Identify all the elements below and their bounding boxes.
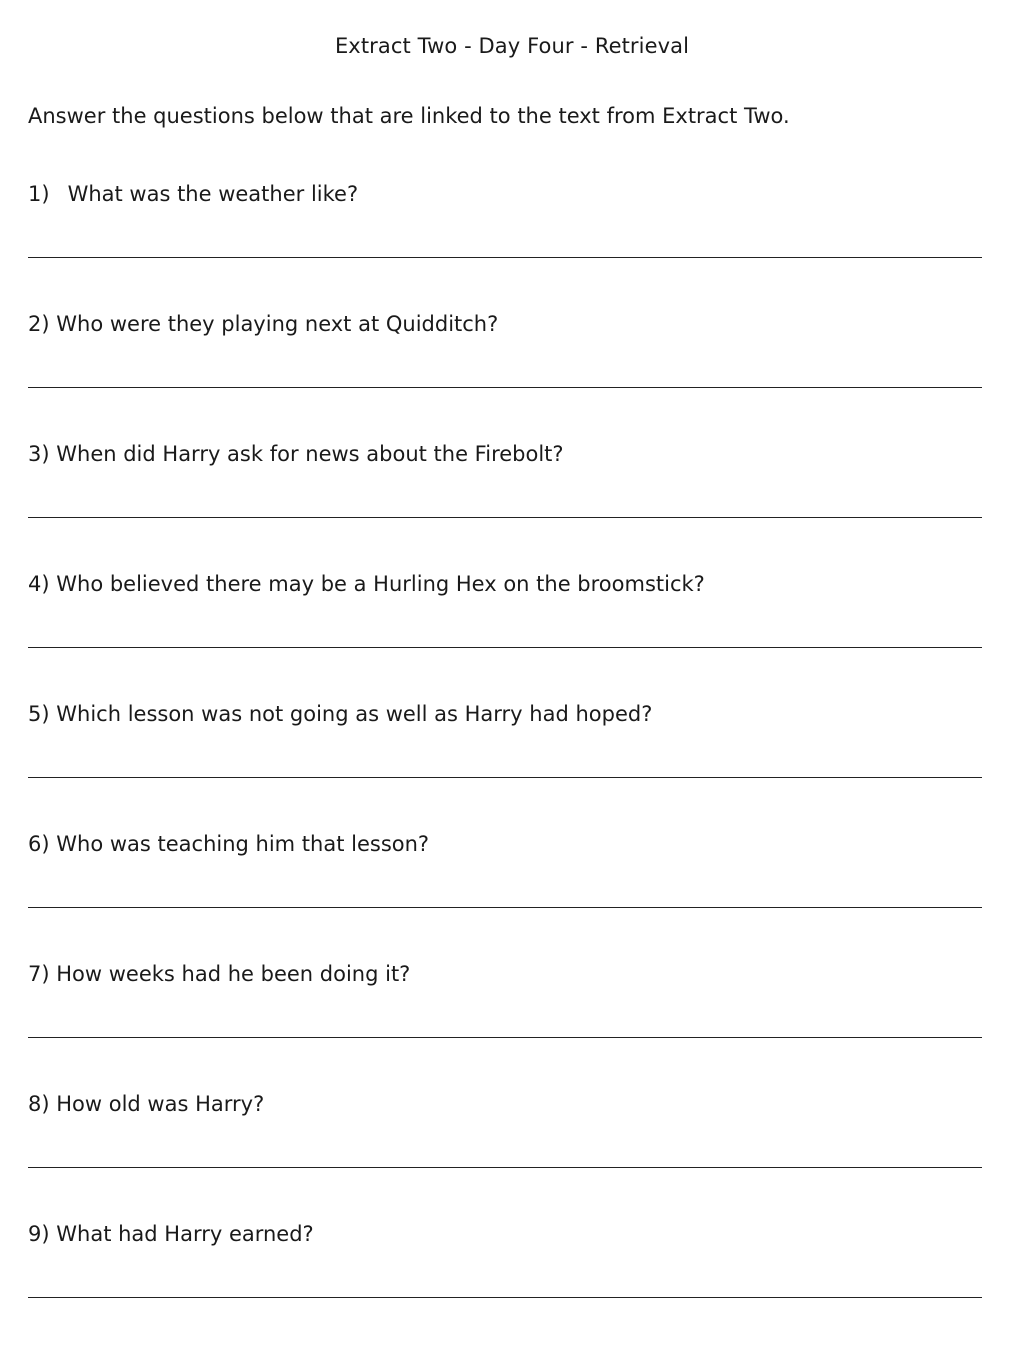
- question-number: 3): [28, 442, 50, 466]
- question-text: Who believed there may be a Hurling Hex on the broomstick?: [56, 572, 705, 596]
- page-title: Extract Two - Day Four - Retrieval: [334, 34, 690, 58]
- question-text: When did Harry ask for news about the Firebolt?: [56, 442, 564, 466]
- question-3: [28, 442, 564, 466]
- question-2: [28, 312, 498, 336]
- question-number: 6): [28, 832, 50, 856]
- question-4: [28, 572, 705, 596]
- question-7: [28, 962, 410, 986]
- answer-line-1[interactable]: [28, 257, 982, 258]
- answer-line-6[interactable]: [28, 907, 982, 908]
- question-text: How old was Harry?: [56, 1092, 265, 1116]
- question-text: What was the weather like?: [67, 182, 359, 206]
- question-9: [28, 1222, 314, 1246]
- question-number: 5): [28, 702, 50, 726]
- question-text: How weeks had he been doing it?: [56, 962, 411, 986]
- answer-line-9[interactable]: [28, 1297, 982, 1298]
- question-6: [28, 832, 429, 856]
- question-number: 2): [28, 312, 50, 336]
- answer-line-8[interactable]: [28, 1167, 982, 1168]
- question-text: What had Harry earned?: [56, 1222, 314, 1246]
- answer-line-7[interactable]: [28, 1037, 982, 1038]
- question-5: [28, 702, 652, 726]
- question-number: 8): [28, 1092, 50, 1116]
- instructions-text: Answer the questions below that are linked to the text from Extract Two.: [28, 104, 790, 128]
- question-number: 4): [28, 572, 50, 596]
- answer-line-4[interactable]: [28, 647, 982, 648]
- question-number: 9): [28, 1222, 50, 1246]
- answer-line-3[interactable]: [28, 517, 982, 518]
- question-number: 7): [28, 962, 50, 986]
- question-text: Who were they playing next at Quidditch?: [56, 312, 499, 336]
- question-text: Which lesson was not going as well as Harry had hoped?: [56, 702, 653, 726]
- question-number: 1): [28, 182, 50, 206]
- answer-line-5[interactable]: [28, 777, 982, 778]
- question-text: Who was teaching him that lesson?: [56, 832, 430, 856]
- question-8: [28, 1092, 264, 1116]
- question-1: [28, 182, 358, 206]
- answer-line-2[interactable]: [28, 387, 982, 388]
